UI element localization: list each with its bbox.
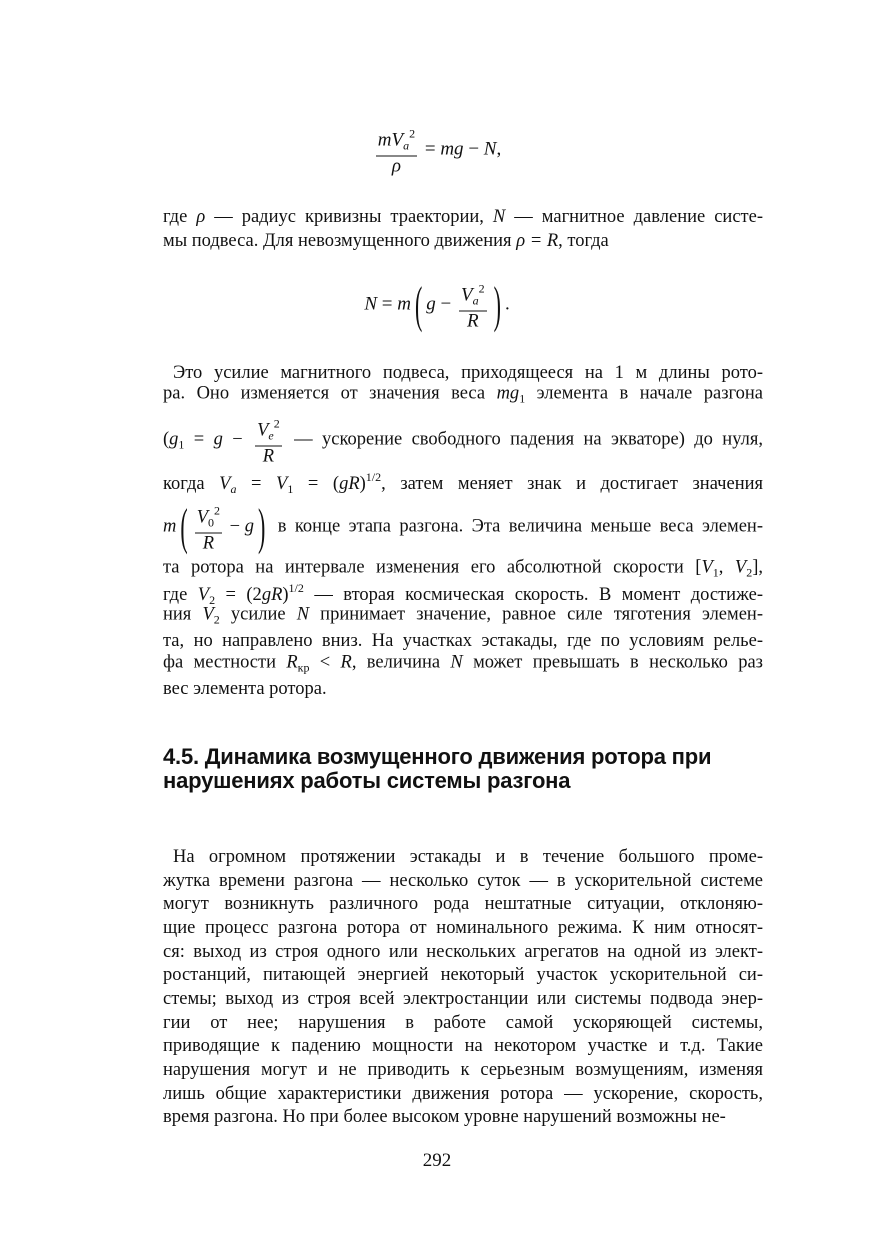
math-symbol: R — [286, 652, 298, 673]
paragraph-1-line — [163, 206, 763, 228]
math-symbol: a — [403, 138, 410, 153]
math-symbol: ρ — [391, 155, 401, 177]
math-symbol: R — [262, 446, 275, 467]
text-run: = (2 — [215, 585, 262, 605]
fraction — [255, 414, 282, 467]
text-run: фа местности — [163, 652, 287, 673]
text-run: — ускорение свободного падения на экваторе) до нуля, — [284, 429, 764, 450]
math-symbol: 1 — [287, 482, 294, 496]
text-run: , величина — [351, 652, 451, 673]
math-symbol: 2 — [409, 126, 416, 141]
paragraph-3-line — [163, 1012, 763, 1034]
text-run: когда — [163, 474, 220, 494]
paragraph-2-line — [163, 604, 763, 631]
math-symbol: g — [213, 429, 223, 450]
text-run: гии от нее; нарушения в работе самой ускоряющей системы, — [163, 1013, 763, 1033]
text-run: , — [496, 138, 502, 160]
text-run: = — [184, 429, 214, 450]
math-symbol: 2 — [478, 281, 485, 296]
text-run: — радиус кривизны траектории, — [205, 207, 493, 227]
text-run: , тогда — [558, 231, 609, 251]
math-symbol: gR — [261, 585, 283, 605]
text-run: приводящие к падению мощности на некотором участке и т.д. Такие — [163, 1036, 763, 1056]
paragraph-3-line — [163, 1059, 763, 1081]
math-symbol: кр — [297, 660, 310, 675]
text-run: элемента в начале разгона — [525, 383, 763, 404]
math-symbol: V — [257, 420, 269, 441]
math-symbol: ρ — [196, 207, 206, 227]
math-symbol: 2 — [214, 503, 221, 518]
section-heading: нарушениях работы системы разгона — [163, 768, 571, 793]
math-symbol: m — [397, 293, 411, 315]
left-parenthesis: ( — [180, 497, 188, 555]
text-run: — вторая космическая скорость. В момент достиже- — [303, 585, 763, 605]
paragraph-2-line — [163, 383, 763, 410]
parenthesis-content — [426, 279, 489, 332]
text-run: где — [163, 207, 197, 227]
text-run: − — [225, 516, 245, 537]
paragraph-3-line — [163, 1083, 763, 1105]
math-symbol: R — [340, 652, 352, 673]
text-run: = ( — [293, 474, 340, 494]
math-symbol: V — [196, 507, 209, 528]
parenthesis-content — [192, 501, 254, 554]
math-symbol: V — [734, 557, 747, 578]
math-symbol: ρ = R — [516, 231, 559, 251]
paragraph-2-line — [173, 362, 763, 384]
math-symbol: 1 — [178, 437, 185, 452]
text-run: = — [377, 293, 398, 315]
paragraph-3-line — [163, 1035, 763, 1057]
math-symbol: N — [483, 138, 497, 160]
text-run: Это усилие магнитного подвеса, приходящееся на 1 м длины рото- — [173, 363, 763, 383]
math-symbol: R — [467, 310, 479, 332]
paragraph-3-line — [163, 1106, 763, 1128]
text-run: та ротора на интервале изменения его абсолютной скорости [ — [163, 557, 702, 578]
math-symbol: N — [296, 604, 310, 625]
paragraph-3-line — [163, 917, 763, 939]
text-run: ], — [752, 557, 763, 578]
math-symbol: V — [197, 585, 210, 605]
text-run: ся: выход из строя одного или нескольких агрегатов на одной из элект- — [163, 942, 763, 962]
math-symbol: g — [244, 516, 254, 537]
text-run: может превышать в несколько раз — [462, 652, 763, 673]
fraction-denominator — [203, 534, 214, 554]
math-symbol: V — [701, 557, 713, 578]
text-run: могут возникнуть различного рода нештатные ситуации, отклоняю- — [163, 894, 763, 914]
text-run: . — [504, 293, 510, 315]
text-run: = — [420, 138, 441, 160]
paragraph-3-line — [163, 988, 763, 1010]
paragraph-3-line — [173, 846, 763, 868]
paragraph-2-line — [163, 630, 763, 652]
math-symbol: 2 — [746, 565, 753, 580]
text-run: На огромном протяжении эстакады и в течение большого проме- — [173, 847, 763, 867]
fraction-numerator — [459, 279, 487, 312]
paragraph-3-line — [163, 941, 763, 963]
math-symbol: N — [364, 293, 377, 315]
math-symbol: 2 — [273, 416, 280, 431]
math-symbol: mV — [377, 129, 404, 151]
math-symbol: mg — [440, 138, 464, 160]
text-run: в конце этапа разгона. Эта величина меньше веса элемен- — [269, 516, 763, 537]
paragraph-3-line — [163, 964, 763, 986]
text-run: нарушения могут и не приводить к серьезным возмущениям, изменяя — [163, 1060, 763, 1080]
formula-normal-force — [0, 275, 874, 333]
paragraph-3-line — [163, 893, 763, 915]
fraction-denominator — [263, 447, 274, 467]
math-symbol: a — [230, 482, 237, 496]
text-run: жутка времени разгона — несколько суток — в ускорительной системе — [163, 871, 763, 891]
paragraph-3-line — [163, 870, 763, 892]
math-symbol: V — [202, 604, 214, 625]
fraction — [376, 124, 417, 177]
math-symbol: V — [276, 474, 288, 494]
math-symbol: 1/2 — [365, 470, 382, 484]
text-run: ния — [163, 604, 203, 625]
paragraph-2-line — [163, 497, 763, 555]
text-run: − — [463, 138, 484, 160]
text-run: ростанций, питающей энергией некоторый участок ускорительной си- — [163, 965, 763, 985]
text-run: − — [435, 293, 456, 315]
text-run: ) — [282, 585, 289, 605]
math-symbol: gR — [339, 474, 360, 494]
text-run: = — [236, 474, 277, 494]
math-symbol: m — [163, 516, 177, 537]
text-run: ) — [359, 474, 366, 494]
paragraph-2-line — [163, 678, 763, 700]
right-parenthesis: ) — [257, 497, 266, 555]
math-symbol: 1/2 — [288, 581, 304, 595]
text-run: вес элемента ротора. — [163, 679, 327, 699]
paragraph-2-line — [163, 652, 763, 679]
parenthesized-expression — [176, 497, 269, 555]
fraction-denominator — [392, 157, 401, 177]
text-run: ( — [163, 429, 170, 450]
right-parenthesis: ) — [493, 275, 501, 333]
math-symbol: V — [219, 474, 231, 494]
text-run: — магнитное давление систе- — [505, 207, 763, 227]
fraction-numerator — [255, 414, 282, 447]
paragraph-2-line — [163, 466, 763, 500]
text-run: где — [163, 585, 198, 605]
left-parenthesis: ( — [414, 275, 423, 333]
section-heading: 4.5. Динамика возмущенного движения ротора при — [163, 744, 712, 769]
text-run: стемы; выход из строя всей электростанции или системы подвода энер- — [163, 989, 763, 1009]
text-run: , — [718, 557, 735, 578]
text-run: та, но направлено вниз. На участках эстакады, где по условиям релье- — [163, 631, 763, 651]
math-symbol: a — [472, 293, 479, 308]
page-number: 292 — [422, 1150, 452, 1171]
math-symbol: g — [169, 429, 179, 450]
math-symbol: e — [268, 428, 274, 443]
text-run: время разгона. Но при более высоком уровне нарушений возможны не- — [163, 1107, 726, 1127]
text-run: < — [309, 652, 341, 673]
text-run: принимает значение, равное силе тяготения элемен- — [309, 604, 763, 625]
text-run: щие процесс разгона ротора от номинального режима. К ним относят- — [163, 918, 763, 938]
math-symbol: 0 — [208, 515, 215, 530]
math-symbol: 1 — [712, 565, 719, 580]
paragraph-1-line — [163, 230, 763, 252]
fraction-numerator — [376, 124, 417, 157]
paragraph-2-line — [163, 414, 763, 467]
text-run: лишь общие характеристики движения ротора — ускорение, скорость, — [163, 1084, 763, 1104]
math-symbol: mg — [496, 383, 520, 404]
math-symbol: 2 — [213, 612, 220, 627]
math-symbol: R — [202, 533, 215, 554]
math-symbol: N — [492, 207, 506, 227]
parenthesized-expression — [411, 275, 505, 333]
math-symbol: 1 — [519, 391, 526, 406]
text-run: мы подвеса. Для невозмущенного движения — [163, 231, 517, 251]
math-symbol: 2 — [209, 593, 216, 607]
fraction-numerator — [195, 501, 222, 534]
text-run: − — [222, 429, 253, 450]
formula-centripetal — [0, 124, 874, 177]
fraction — [459, 279, 487, 332]
math-symbol: N — [450, 652, 463, 673]
text-run: усилие — [219, 604, 297, 625]
math-symbol: V — [461, 284, 473, 306]
text-run: ра. Оно изменяется от значения веса — [163, 383, 497, 404]
math-symbol: g — [426, 293, 436, 315]
text-run: , затем меняет знак и достигает значения — [381, 474, 764, 494]
fraction-denominator — [467, 312, 479, 332]
fraction — [195, 501, 222, 554]
